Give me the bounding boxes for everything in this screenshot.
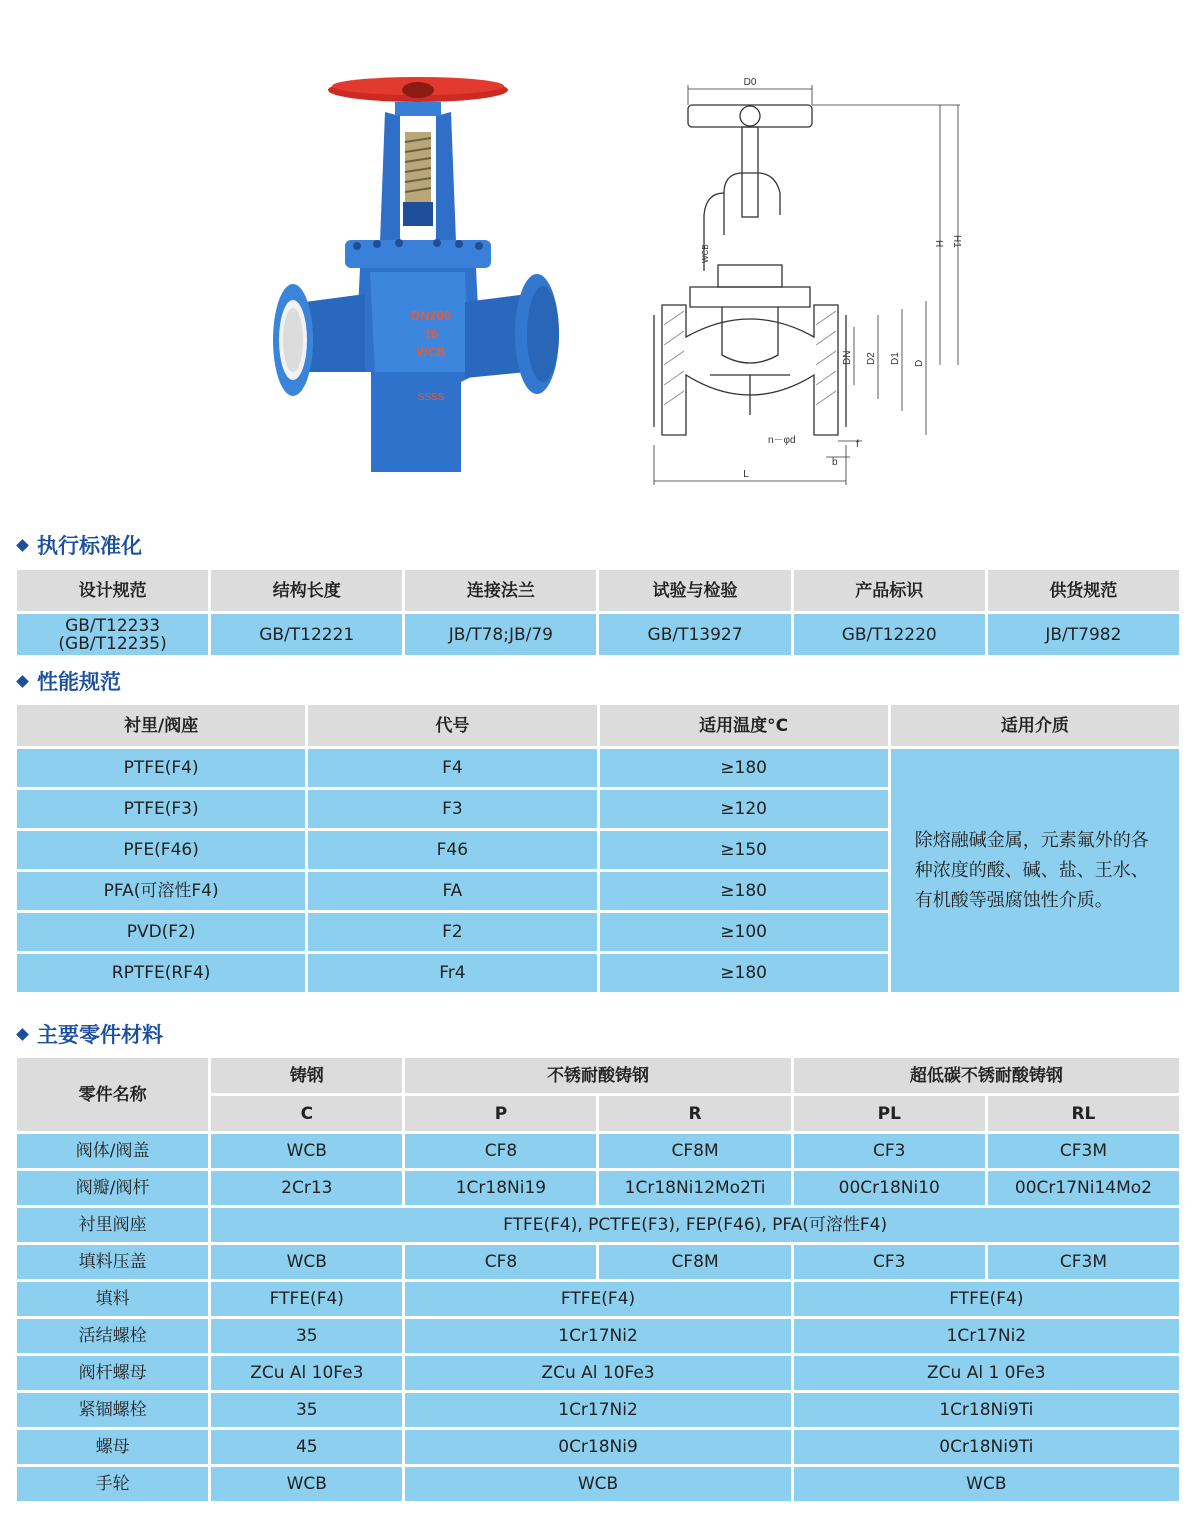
- table-cell: CF8M: [598, 1244, 792, 1281]
- header-cell: 供货规范: [986, 569, 1180, 613]
- medium-line: 种浓度的酸、碱、盐、王水、: [914, 859, 1149, 881]
- part-name: 活结螺栓: [16, 1318, 210, 1355]
- table-cell: FA: [307, 871, 598, 912]
- table-row: [16, 1207, 1181, 1244]
- part-name: 紧锢螺栓: [16, 1392, 210, 1429]
- table-header-row: [16, 1057, 1181, 1095]
- part-name: 阀杆螺母: [16, 1355, 210, 1392]
- header-group: 超低碳不锈耐酸铸钢: [792, 1057, 1180, 1095]
- table-cell: WCB: [210, 1244, 404, 1281]
- dim-b: b: [832, 457, 838, 468]
- table-cell: WCB: [210, 1466, 404, 1503]
- header-part-name: 零件名称: [16, 1057, 210, 1133]
- table-row: [16, 1429, 1181, 1466]
- applicable-medium-cell: [889, 748, 1180, 994]
- header-cell: 适用温度°C: [598, 704, 889, 748]
- table-cell: 1Cr17Ni2: [404, 1318, 792, 1355]
- table-cell: ZCu Al 10Fe3: [210, 1355, 404, 1392]
- table-cell: RPTFE(RF4): [16, 953, 307, 994]
- table-row: [16, 1355, 1181, 1392]
- performance-table: [14, 702, 1182, 995]
- product-hero: [0, 0, 1200, 520]
- header-code: C: [210, 1095, 404, 1133]
- dim-nd: n－φd: [768, 435, 796, 446]
- table-cell: 1Cr17Ni2: [792, 1318, 1180, 1355]
- part-name: 阀瓣/阀杆: [16, 1170, 210, 1207]
- table-cell: PVD(F2): [16, 912, 307, 953]
- section-title-materials: [14, 1019, 163, 1049]
- valve-technical-drawing: [640, 75, 980, 495]
- table-cell: WCB: [792, 1466, 1180, 1503]
- table-cell: CF3M: [986, 1244, 1180, 1281]
- table-header-row: [16, 569, 1181, 613]
- part-name: 螺母: [16, 1429, 210, 1466]
- table-cell: F46: [307, 830, 598, 871]
- table-header-row: [16, 704, 1181, 748]
- dim-d: D: [914, 359, 925, 367]
- dim-h1: H1: [951, 235, 962, 248]
- part-name: 衬里阀座: [16, 1207, 210, 1244]
- header-cell: 代号: [307, 704, 598, 748]
- part-name: 阀体/阀盖: [16, 1133, 210, 1170]
- table-cell: FTFE(F4): [792, 1281, 1180, 1318]
- table-cell: 35: [210, 1318, 404, 1355]
- header-code: PL: [792, 1095, 986, 1133]
- table-cell: FTFE(F4): [210, 1281, 404, 1318]
- table-cell: ZCu Al 10Fe3: [404, 1355, 792, 1392]
- table-cell: WCB: [210, 1133, 404, 1170]
- design-spec-line: GB/T12233: [65, 615, 161, 636]
- header-cell: 产品标识: [792, 569, 986, 613]
- table-cell: 1Cr18Ni19: [404, 1170, 598, 1207]
- design-spec-line: (GB/T12235): [58, 633, 167, 654]
- table-cell: ≥180: [598, 748, 889, 789]
- table-cell: JB/T78;JB/79: [404, 613, 598, 657]
- header-group: 铸钢: [210, 1057, 404, 1095]
- table-cell: 1Cr17Ni2: [404, 1392, 792, 1429]
- table-cell: CF8: [404, 1133, 598, 1170]
- table-cell: FTFE(F4): [404, 1281, 792, 1318]
- table-row: [16, 1466, 1181, 1503]
- diamond-bullet-icon: [16, 675, 29, 688]
- table-cell: Fr4: [307, 953, 598, 994]
- header-code: R: [598, 1095, 792, 1133]
- table-cell: ZCu Al 1 0Fe3: [792, 1355, 1180, 1392]
- table-cell: F4: [307, 748, 598, 789]
- table-cell: CF3: [792, 1133, 986, 1170]
- table-cell: GB/T12221: [210, 613, 404, 657]
- dim-h: H: [933, 240, 944, 248]
- header-cell: 结构长度: [210, 569, 404, 613]
- table-cell: PTFE(F3): [16, 789, 307, 830]
- table-row: [16, 1170, 1181, 1207]
- table-cell: ≥100: [598, 912, 889, 953]
- table-cell: 00Cr18Ni10: [792, 1170, 986, 1207]
- table-cell: 35: [210, 1392, 404, 1429]
- body-mark-pressure: 16: [424, 327, 438, 341]
- table-cell: ≥120: [598, 789, 889, 830]
- table-cell: PTFE(F4): [16, 748, 307, 789]
- drawing-wcb: WCB: [701, 244, 710, 263]
- table-row: [16, 1281, 1181, 1318]
- medium-line: 有机酸等强腐蚀性介质。: [914, 889, 1113, 911]
- table-cell: CF3M: [986, 1133, 1180, 1170]
- body-mark-material: WCB: [416, 345, 446, 359]
- table-cell: PFA(可溶性F4): [16, 871, 307, 912]
- dim-l: L: [743, 469, 749, 480]
- dim-dn: DN: [842, 350, 853, 365]
- header-cell: 适用介质: [889, 704, 1180, 748]
- dim-f: f: [856, 439, 859, 450]
- table-cell: 1Cr18Ni9Ti: [792, 1392, 1180, 1429]
- design-spec-cell: [16, 613, 210, 657]
- table-row: [16, 1318, 1181, 1355]
- table-cell: 2Cr13: [210, 1170, 404, 1207]
- table-cell: GB/T13927: [598, 613, 792, 657]
- table-row: [16, 613, 1181, 657]
- table-cell: F3: [307, 789, 598, 830]
- table-row: [16, 1392, 1181, 1429]
- valve-product-image: [265, 72, 565, 472]
- part-name: 填料压盖: [16, 1244, 210, 1281]
- section-title-text: 执行标准化: [37, 534, 142, 558]
- table-cell: CF3: [792, 1244, 986, 1281]
- table-cell: JB/T7982: [986, 613, 1180, 657]
- table-cell: CF8: [404, 1244, 598, 1281]
- header-code: P: [404, 1095, 598, 1133]
- header-cell: 连接法兰: [404, 569, 598, 613]
- table-cell: 0Cr18Ni9: [404, 1429, 792, 1466]
- table-cell: FTFE(F4), PCTFE(F3), FEP(F46), PFA(可溶性F4): [210, 1207, 1181, 1244]
- section-title-text: 性能规范: [37, 670, 121, 694]
- table-cell: WCB: [404, 1466, 792, 1503]
- dim-d0: D0: [743, 77, 757, 88]
- medium-line: 除熔融碱金属，元素氟外的各: [914, 829, 1149, 851]
- table-cell: F2: [307, 912, 598, 953]
- table-cell: 00Cr17Ni14Mo2: [986, 1170, 1180, 1207]
- header-cell: 衬里/阀座: [16, 704, 307, 748]
- table-cell: CF8M: [598, 1133, 792, 1170]
- header-group: 不锈耐酸铸钢: [404, 1057, 792, 1095]
- body-nameplate: SSSS: [417, 392, 445, 403]
- table-row: [16, 748, 1181, 789]
- table-cell: ≥180: [598, 953, 889, 994]
- section-title-performance: [14, 666, 121, 696]
- dim-d1: D1: [890, 352, 901, 365]
- table-cell: 0Cr18Ni9Ti: [792, 1429, 1180, 1466]
- table-cell: ≥180: [598, 871, 889, 912]
- header-code: RL: [986, 1095, 1180, 1133]
- section-title-text: 主要零件材料: [37, 1023, 163, 1047]
- table-cell: 1Cr18Ni12Mo2Ti: [598, 1170, 792, 1207]
- part-name: 手轮: [16, 1466, 210, 1503]
- header-cell: 试验与检验: [598, 569, 792, 613]
- materials-table: [14, 1055, 1182, 1504]
- table-row: [16, 1244, 1181, 1281]
- diamond-bullet-icon: [16, 539, 29, 552]
- table-cell: 45: [210, 1429, 404, 1466]
- dim-d2: D2: [866, 352, 877, 365]
- diamond-bullet-icon: [16, 1028, 29, 1041]
- table-row: [16, 1133, 1181, 1170]
- standards-table: [14, 567, 1182, 658]
- header-cell: 设计规范: [16, 569, 210, 613]
- table-cell: GB/T12220: [792, 613, 986, 657]
- table-cell: ≥150: [598, 830, 889, 871]
- section-title-standards: [14, 530, 142, 560]
- part-name: 填料: [16, 1281, 210, 1318]
- body-mark-size: DN200: [410, 308, 452, 323]
- table-cell: PFE(F46): [16, 830, 307, 871]
